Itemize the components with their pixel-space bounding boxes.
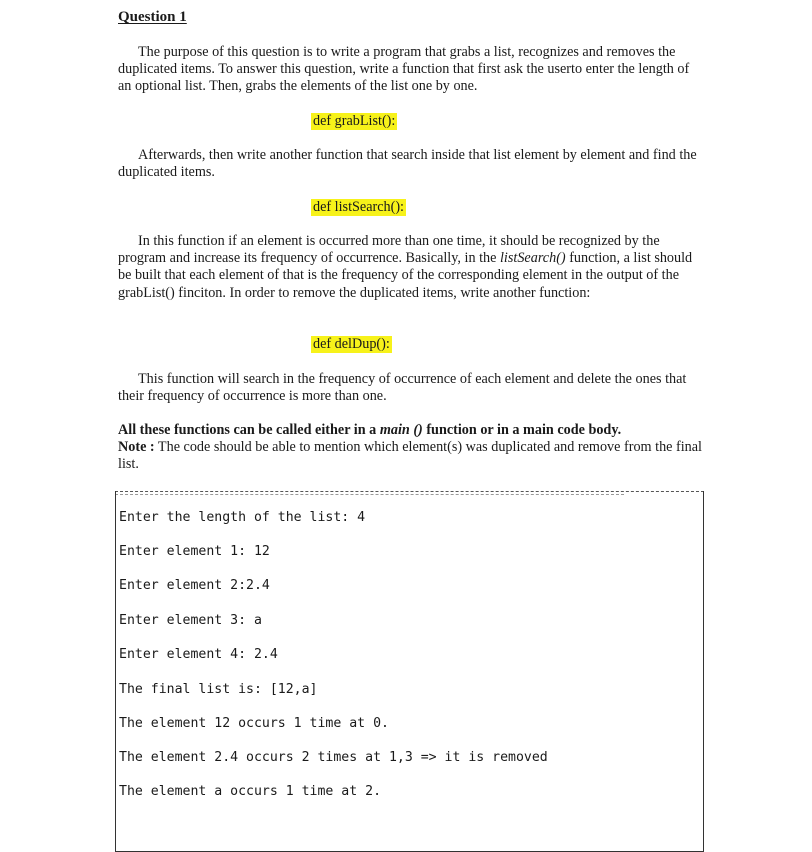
listsearch-paragraph xyxy=(118,233,702,302)
question-title: Question 1 xyxy=(118,9,187,25)
note-text: The code should be able to mention which element(s) was duplicated and remove from the final list. xyxy=(118,439,703,473)
listsearch-text-b: function, a list should be built that each element of that is the frequency of the corresponding element in the output of the grabList() finciton. In order to remove the duplicated items, write another function: xyxy=(118,250,693,301)
after-grablist-paragraph: Afterwards, then write another function that search inside that list element by element and find the duplicated items. xyxy=(118,147,697,181)
console-line: Enter element 3: a xyxy=(119,613,262,628)
note-bold-a: All these functions can be called either in a xyxy=(118,422,380,438)
note-label: Note : xyxy=(118,439,155,456)
intro-paragraph: The purpose of this question is to write a program that grabs a list, recognizes and removes the duplicated items. To answer this question, write a function that first ask the userto enter the length of an optional list. Then, grabs the elements of the list one by one. xyxy=(118,44,690,95)
function-listsearch: def listSearch(): xyxy=(313,199,404,215)
console-line: The final list is: [12,a] xyxy=(119,682,318,697)
note-main-emphasis: main () xyxy=(379,422,423,438)
console-line: Enter the length of the list: 4 xyxy=(119,510,366,525)
function-grablist: def grabList(): xyxy=(313,113,396,129)
console-line: The element 12 occurs 1 time at 0. xyxy=(119,716,389,731)
console-line: The element 2.4 occurs 2 times at 1,3 => it is removed xyxy=(119,750,548,765)
note-bold-b: function or in a main code body. xyxy=(422,422,622,438)
listsearch-emphasis: listSearch() xyxy=(499,250,566,267)
note-paragraph xyxy=(118,422,702,474)
console-line: The element a occurs 1 time at 2. xyxy=(119,784,382,799)
console-line: Enter element 1: 12 xyxy=(119,544,270,559)
deldup-paragraph: This function will search in the frequency of occurrence of each element and delete the ones that their frequency of occurrence is more than one. xyxy=(118,371,687,405)
console-line: Enter element 2:2.4 xyxy=(119,578,270,593)
function-deldup: def delDup(): xyxy=(313,336,390,352)
listsearch-text-a: In this function if an element is occurred more than one time, it should be recognized by the program and increase its frequency of occurrence. Basically, in the xyxy=(118,233,660,267)
console-line: Enter element 4: 2.4 xyxy=(119,647,278,662)
